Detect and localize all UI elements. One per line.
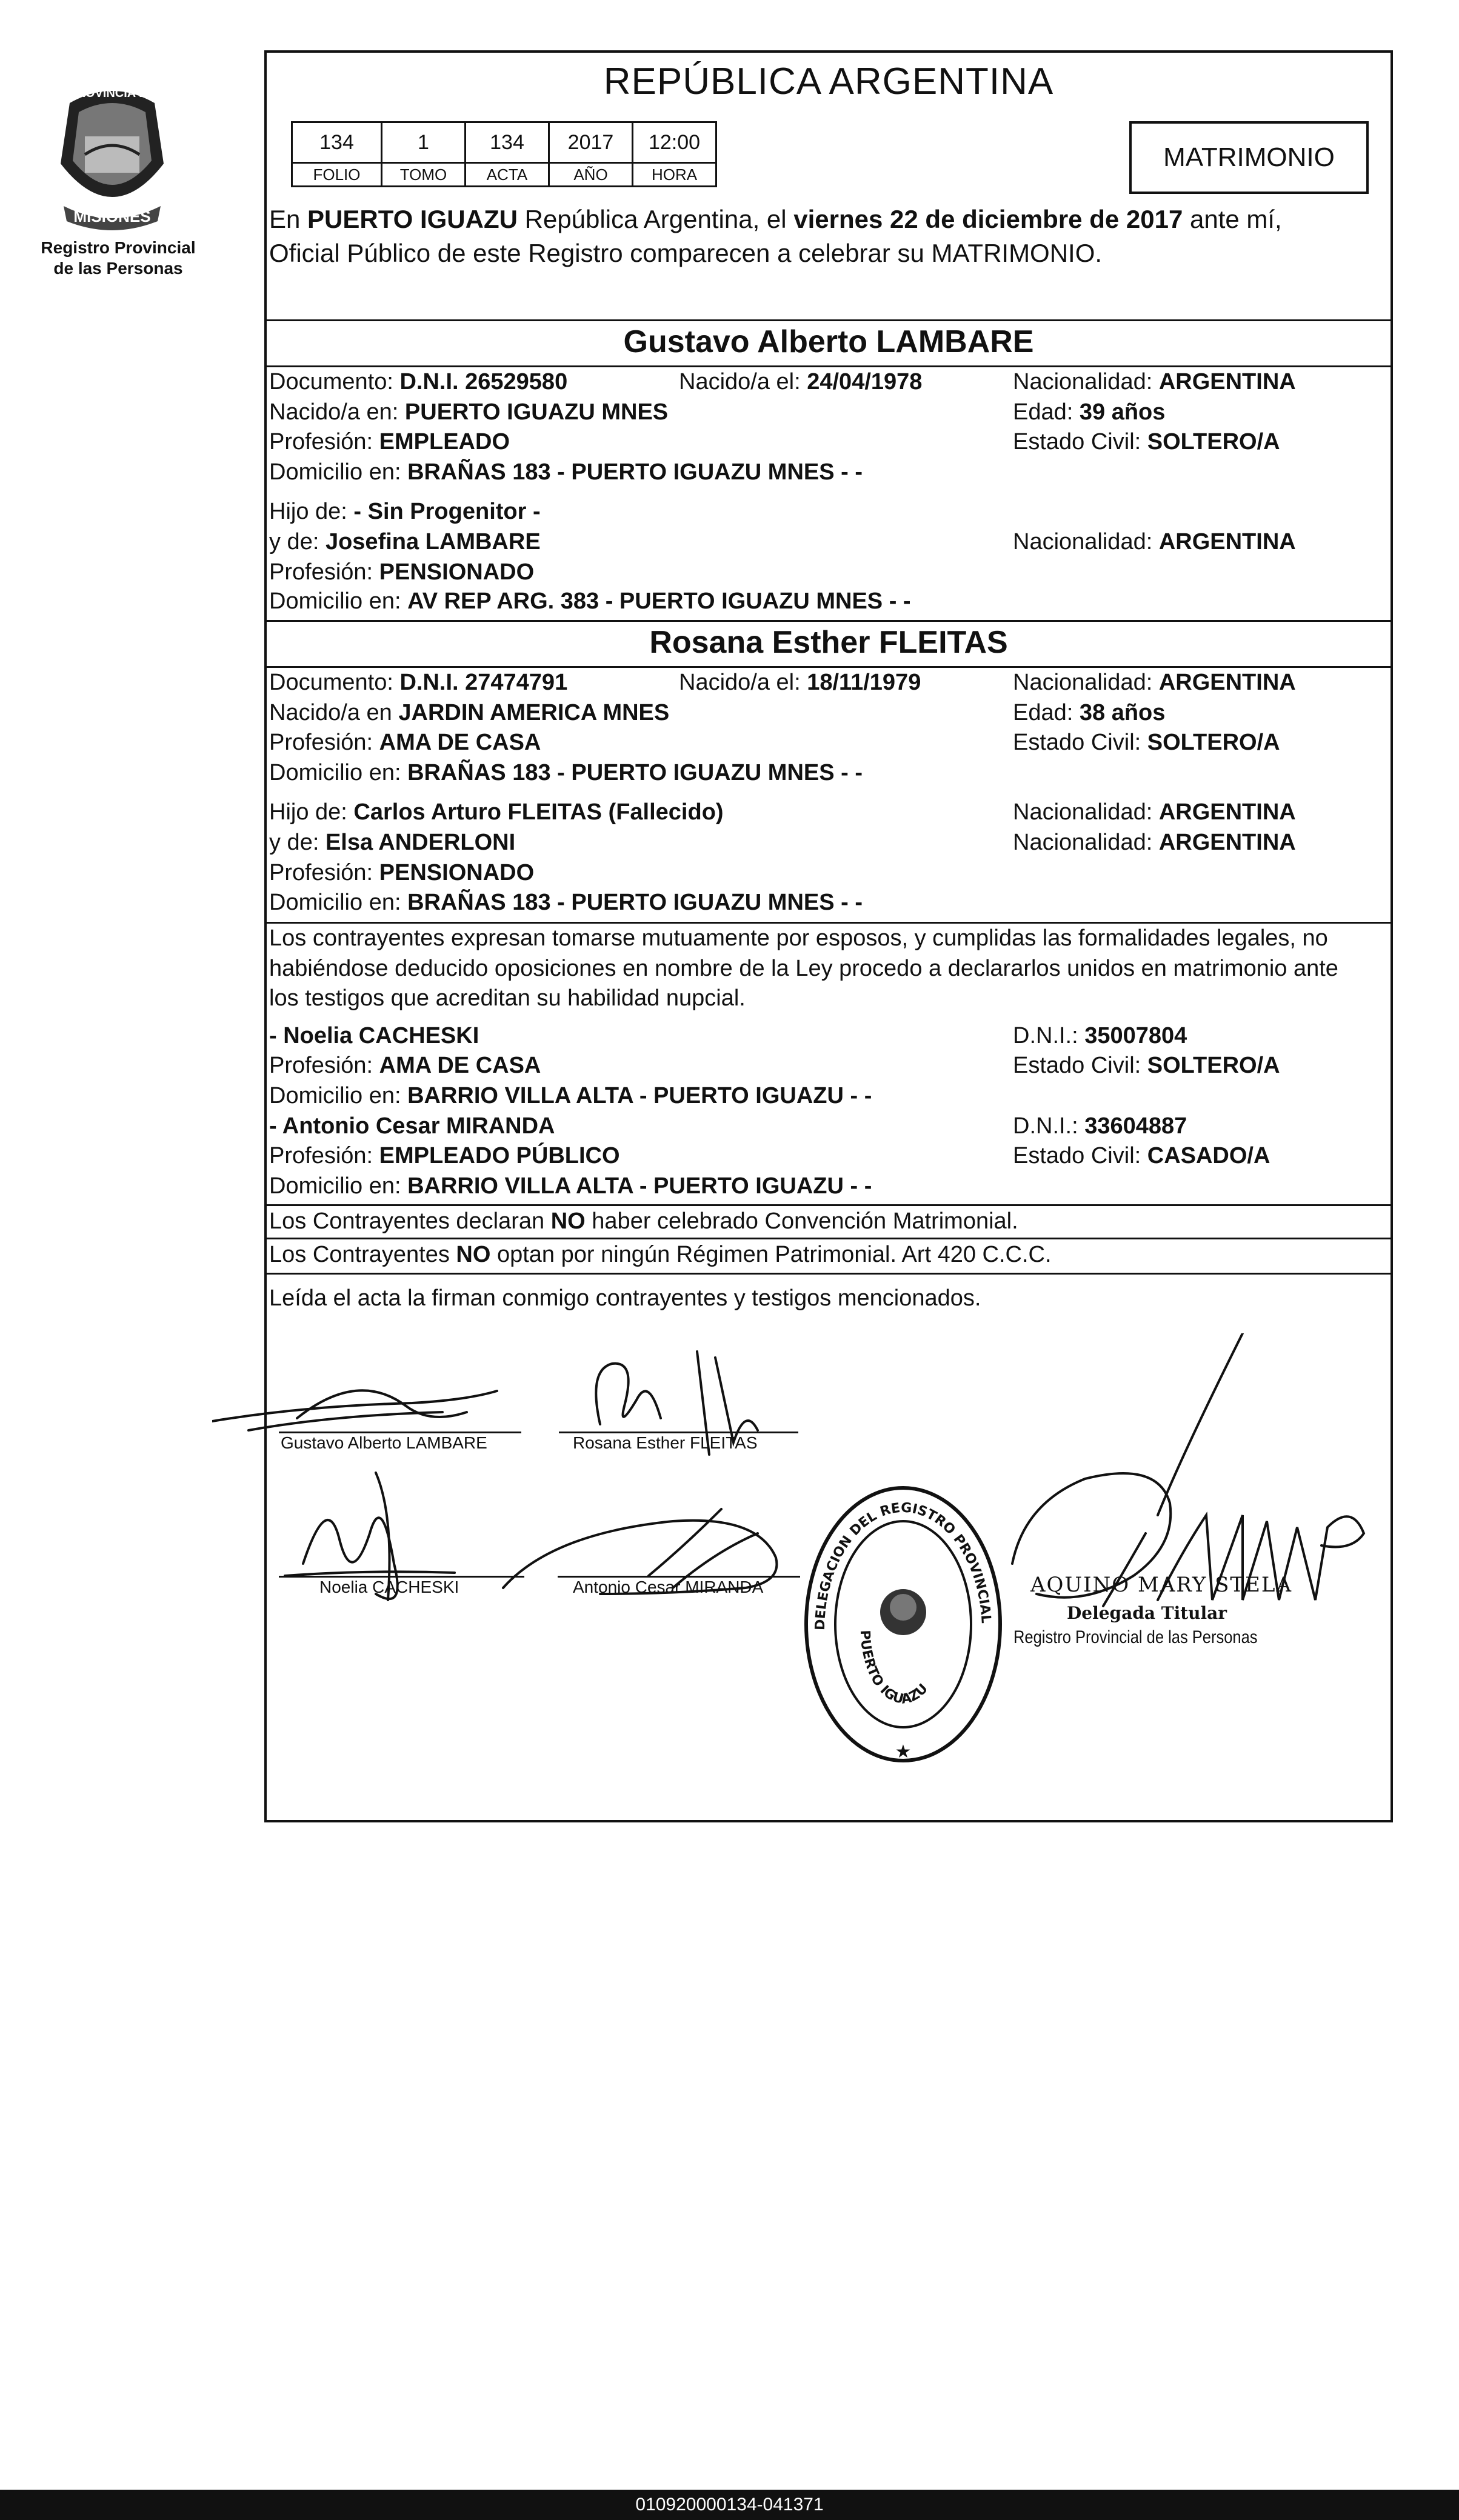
groom-birthplace: Nacido/a en: PUERTO IGUAZU MNES bbox=[269, 399, 669, 425]
witness-2-signature-label: Antonio Cesar MIRANDA bbox=[573, 1578, 764, 1596]
witness-1-signature-label: Noelia CACHESKI bbox=[319, 1578, 459, 1596]
declaration-line-1: Los contrayentes expresan tomarse mutuamente por esposos, y cumplidas las formalidades legales, no bbox=[269, 925, 1328, 951]
groom-parent-address: Domicilio en: AV REP ARG. 383 - PUERTO IGUAZU MNES - - bbox=[269, 588, 911, 614]
official-role: Delegada Titular bbox=[1067, 1603, 1227, 1623]
official-office: Registro Provincial de las Personas bbox=[1013, 1627, 1258, 1647]
witness-2-dni: D.N.I.: 33604887 bbox=[1013, 1113, 1187, 1139]
groom-mother: y de: Josefina LAMBARE bbox=[269, 529, 541, 555]
bride-father-nationality: Nacionalidad: ARGENTINA bbox=[1013, 799, 1296, 825]
intro-paragraph: En PUERTO IGUAZU República Argentina, el viernes 22 de diciembre de 2017 ante mí, Oficial Público de este Registro comparecen a celebrar su MATRIMONIO. bbox=[269, 205, 1282, 267]
convention-line-2: Los Contrayentes NO optan por ningún Régimen Patrimonial. Art 420 C.C.C. bbox=[269, 1242, 1052, 1267]
bride-birthdate: Nacido/a el: 18/11/1979 bbox=[679, 670, 921, 695]
groom-name: Gustavo Alberto LAMBARE bbox=[623, 324, 1034, 359]
bride-document: Documento: D.N.I. 27474791 bbox=[269, 670, 568, 695]
witness-2-address: Domicilio en: BARRIO VILLA ALTA - PUERTO IGUAZU - - bbox=[269, 1173, 872, 1199]
svg-text:PUERTO IGUAZU: PUERTO IGUAZU bbox=[856, 1630, 931, 1707]
province-emblem bbox=[52, 79, 173, 233]
anio-value: 2017 bbox=[549, 122, 633, 163]
witness-2-name: - Antonio Cesar MIRANDA bbox=[269, 1113, 555, 1139]
hora-label: HORA bbox=[633, 163, 716, 187]
bride-parent-profession: Profesión: PENSIONADO bbox=[269, 860, 535, 885]
bride-civil-status: Estado Civil: SOLTERO/A bbox=[1013, 730, 1280, 755]
witness-1-address: Domicilio en: BARRIO VILLA ALTA - PUERTO IGUAZU - - bbox=[269, 1083, 872, 1108]
svg-text:★: ★ bbox=[895, 1742, 912, 1762]
svg-text:MISIONES: MISIONES bbox=[73, 207, 151, 225]
groom-civil-status: Estado Civil: SOLTERO/A bbox=[1013, 429, 1280, 455]
declaration-line-3: los testigos que acreditan su habilidad nupcial. bbox=[269, 985, 746, 1011]
svg-text:DELEGACION DEL REGISTRO PROVIN: DELEGACION DEL REGISTRO PROVINCIAL bbox=[812, 1500, 993, 1631]
hora-value: 12:00 bbox=[633, 122, 716, 163]
witness-1-dni: D.N.I.: 35007804 bbox=[1013, 1023, 1187, 1048]
bride-profession: Profesión: AMA DE CASA bbox=[269, 730, 541, 755]
registry-caption: Registro Provincial de las Personas bbox=[41, 238, 196, 278]
country-title: REPÚBLICA ARGENTINA bbox=[603, 61, 1054, 102]
official-seal bbox=[800, 1479, 1018, 1785]
groom-signature-label: Gustavo Alberto LAMBARE bbox=[281, 1433, 487, 1452]
groom-birthdate: Nacido/a el: 24/04/1978 bbox=[679, 369, 923, 395]
acta-value: 134 bbox=[466, 122, 549, 163]
bride-mother-nationality: Nacionalidad: ARGENTINA bbox=[1013, 830, 1296, 855]
witness-2-civil-status: Estado Civil: CASADO/A bbox=[1013, 1143, 1270, 1168]
groom-mother-nationality: Nacionalidad: ARGENTINA bbox=[1013, 529, 1296, 555]
svg-text:PROVINCIA DE: PROVINCIA DE bbox=[68, 87, 156, 100]
bride-mother: y de: Elsa ANDERLONI bbox=[269, 830, 516, 855]
convention-line-1: Los Contrayentes declaran NO haber celebrado Convención Matrimonial. bbox=[269, 1208, 1018, 1234]
act-type-box: MATRIMONIO bbox=[1129, 121, 1369, 194]
acta-label: ACTA bbox=[466, 163, 549, 187]
groom-father: Hijo de: - Sin Progenitor - bbox=[269, 499, 541, 524]
witness-1-name: - Noelia CACHESKI bbox=[269, 1023, 479, 1048]
tomo-value: 1 bbox=[382, 122, 466, 163]
witness-1-civil-status: Estado Civil: SOLTERO/A bbox=[1013, 1053, 1280, 1078]
bride-parent-address: Domicilio en: BRAÑAS 183 - PUERTO IGUAZU MNES - - bbox=[269, 890, 863, 915]
tomo-label: TOMO bbox=[382, 163, 466, 187]
witness-2-profession: Profesión: EMPLEADO PÚBLICO bbox=[269, 1143, 620, 1168]
register-table bbox=[291, 121, 717, 187]
groom-address: Domicilio en: BRAÑAS 183 - PUERTO IGUAZU MNES - - bbox=[269, 459, 863, 485]
bride-birthplace: Nacido/a en JARDIN AMERICA MNES bbox=[269, 700, 670, 725]
bride-name: Rosana Esther FLEITAS bbox=[649, 625, 1008, 660]
bride-age: Edad: 38 años bbox=[1013, 700, 1166, 725]
groom-nationality: Nacionalidad: ARGENTINA bbox=[1013, 369, 1296, 395]
official-name: AQUINO MARY STELA bbox=[1030, 1573, 1293, 1597]
folio-value: 134 bbox=[292, 122, 382, 163]
witness-1-profession: Profesión: AMA DE CASA bbox=[269, 1053, 541, 1078]
document-code-bar: 010920000134-041371 bbox=[0, 2490, 1459, 2520]
bride-father: Hijo de: Carlos Arturo FLEITAS (Fallecido) bbox=[269, 799, 724, 825]
groom-document: Documento: D.N.I. 26529580 bbox=[269, 369, 568, 395]
anio-label: AÑO bbox=[549, 163, 633, 187]
bride-signature-label: Rosana Esther FLEITAS bbox=[573, 1433, 758, 1452]
folio-label: FOLIO bbox=[292, 163, 382, 187]
bride-address: Domicilio en: BRAÑAS 183 - PUERTO IGUAZU MNES - - bbox=[269, 760, 863, 785]
bride-nationality: Nacionalidad: ARGENTINA bbox=[1013, 670, 1296, 695]
groom-age: Edad: 39 años bbox=[1013, 399, 1166, 425]
groom-parent-profession: Profesión: PENSIONADO bbox=[269, 559, 535, 585]
groom-profession: Profesión: EMPLEADO bbox=[269, 429, 510, 455]
closing-text: Leída el acta la firman conmigo contrayentes y testigos mencionados. bbox=[269, 1285, 981, 1311]
declaration-line-2: habiéndose deducido oposiciones en nombre de la Ley procedo a declararlos unidos en matrimonio ante bbox=[269, 956, 1338, 981]
